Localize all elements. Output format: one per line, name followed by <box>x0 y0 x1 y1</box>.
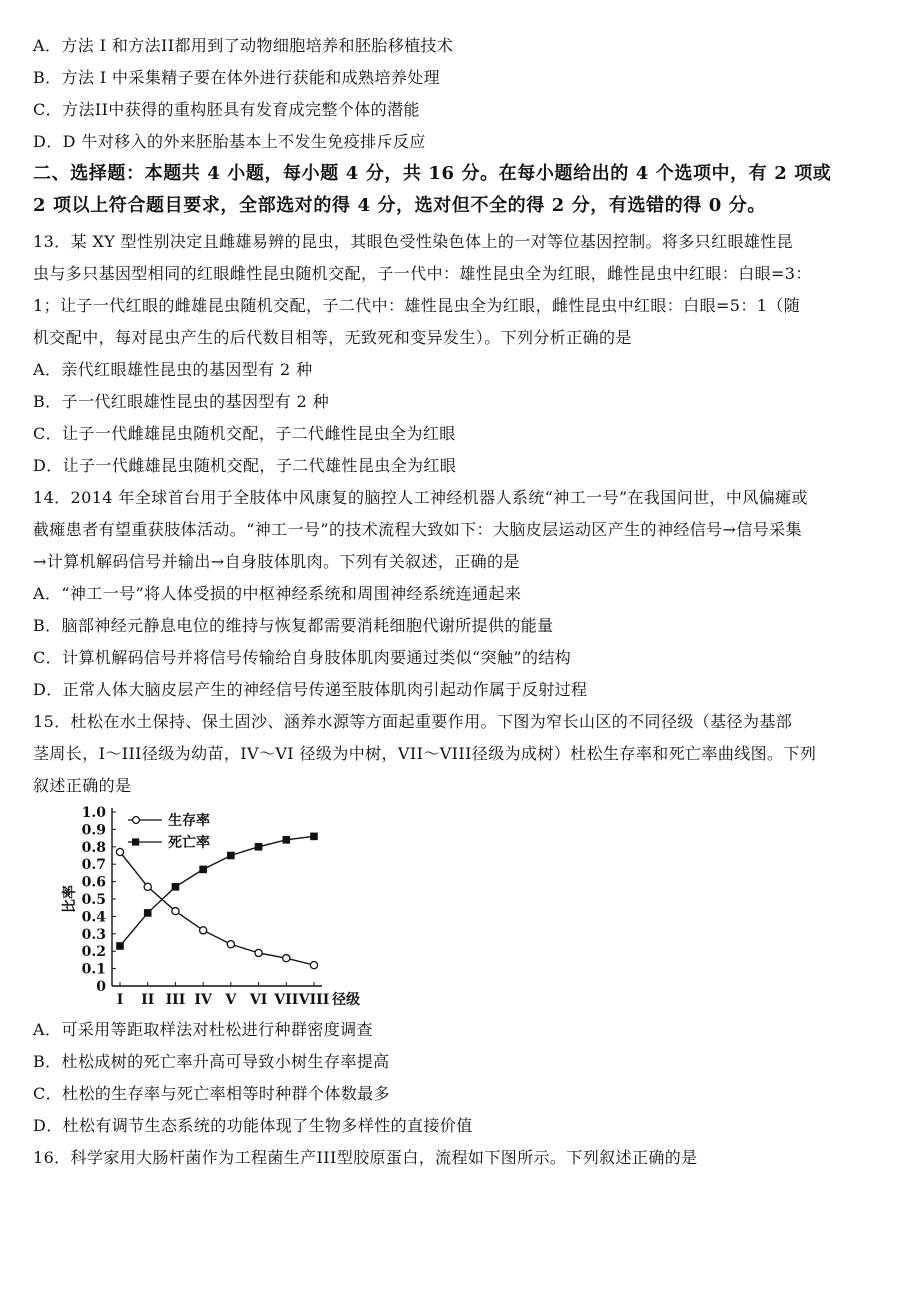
data-point-mortality <box>144 909 152 917</box>
y-tick-label: 0 <box>96 979 106 995</box>
legend-label: 死亡率 <box>168 835 210 851</box>
x-tick-label: VI <box>249 992 268 1008</box>
q15-stem-line3: 叙述正确的是 <box>33 776 132 795</box>
survival-mortality-chart <box>60 800 380 1010</box>
y-tick-label: 0.6 <box>81 874 106 891</box>
legend-label: 生存率 <box>168 813 210 829</box>
q12-option-b: B．方法 I 中采集精子要在体外进行获能和成熟培养处理 <box>33 68 441 87</box>
q14-stem-line3: →计算机解码信号并输出→自身肢体肌肉。下列有关叙述，正确的是 <box>33 552 520 571</box>
y-tick-label: 0.3 <box>81 926 106 943</box>
data-point-mortality <box>227 852 235 860</box>
q15-option-a: A．可采用等距取样法对杜松进行种群密度调查 <box>33 1020 373 1039</box>
q14-stem-line1: 14．2014 年全球首台用于全肢体中风康复的脑控人工神经机器人系统“神工一号”在我国问世，中风偏瘫或 <box>33 488 808 507</box>
q13-stem-line2: 虫与多只基因型相同的红眼雌性昆虫随机交配，子一代中：雄性昆虫全为红眼，雌性昆虫中红眼：白眼=3： <box>33 264 812 283</box>
q15-option-c: C．杜松的生存率与死亡率相等时种群个体数最多 <box>33 1084 391 1103</box>
data-point-mortality <box>116 942 124 950</box>
q14-option-a: A．“神工一号”将人体受损的中枢神经系统和周围神经系统连通起来 <box>33 584 522 603</box>
q14-option-b: B．脑部神经元静息电位的维持与恢复都需要消耗细胞代谢所提供的能量 <box>33 616 554 635</box>
q16-stem-line1: 16．科学家用大肠杆菌作为工程菌生产III型胶原蛋白，流程如下图所示。下列叙述正确的是 <box>33 1148 698 1167</box>
y-tick-label: 0.1 <box>81 961 106 978</box>
q14-option-c: C．计算机解码信号并将信号传输给自身肢体肌肉要通过类似“突触”的结构 <box>33 648 572 667</box>
data-point-mortality <box>310 833 318 841</box>
q15-stem-line1: 15．杜松在水土保持、保土固沙、涵养水源等方面起重要作用。下图为窄长山区的不同径级（基径为基部 <box>33 712 793 731</box>
q12-option-c: C．方法II中获得的重构胚具有发育成完整个体的潜能 <box>33 100 420 119</box>
data-point-survival <box>283 955 290 962</box>
q15-option-b: B．杜松成树的死亡率升高可导致小树生存率提高 <box>33 1052 390 1071</box>
data-point-survival <box>310 962 317 969</box>
q15-stem-line2: 茎周长，I～III径级为幼苗，IV～VI 径级为中树，VII～VIII径级为成树）杜松生存率和死亡率曲线图。下列 <box>33 744 817 763</box>
x-tick-label: V <box>225 992 237 1008</box>
q14-option-d: D．正常人体大脑皮层产生的神经信号传递至肢体肌肉引起动作属于反射过程 <box>33 680 588 699</box>
x-tick-label: II <box>141 992 155 1008</box>
x-tick-label: I <box>116 992 124 1008</box>
q13-option-c: C．让子一代雌雄昆虫随机交配，子二代雌性昆虫全为红眼 <box>33 424 456 443</box>
q13-stem-line3: 1；让子一代红眼的雌雄昆虫随机交配，子二代中：雄性昆虫全为红眼，雌性昆虫中红眼：白眼=5：1（随 <box>33 296 801 315</box>
data-point-mortality <box>282 836 290 844</box>
q13-option-b: B．子一代红眼雄性昆虫的基因型有 2 种 <box>33 392 330 411</box>
x-axis-label: 径级 <box>332 992 360 1008</box>
y-tick-label: 0.9 <box>81 822 106 839</box>
y-tick-label: 0.5 <box>81 892 106 908</box>
q12-option-d: D．D 牛对移入的外来胚胎基本上不发生免疫排斥反应 <box>33 132 426 151</box>
q14-stem-line2: 截瘫患者有望重获肢体活动。“神工一号”的技术流程大致如下：大脑皮层运动区产生的神经信号→信号采集 <box>33 520 802 539</box>
data-point-survival <box>227 941 234 948</box>
q15-option-d: D．杜松有调节生态系统的功能体现了生物多样性的直接价值 <box>33 1116 473 1135</box>
series-line <box>120 836 314 946</box>
x-tick-label: IV <box>194 992 212 1008</box>
y-tick-label: 0.7 <box>81 857 106 874</box>
y-tick-label: 1.0 <box>81 805 106 821</box>
data-point-survival <box>116 848 123 855</box>
y-tick-label: 0.4 <box>81 909 106 926</box>
data-point-mortality <box>199 866 207 874</box>
legend-marker-circle <box>133 817 140 824</box>
data-point-survival <box>200 927 207 934</box>
data-point-survival <box>255 949 262 956</box>
data-point-survival <box>172 908 179 915</box>
q13-option-d: D．让子一代雌雄昆虫随机交配，子二代雄性昆虫全为红眼 <box>33 456 457 475</box>
chart-legend <box>128 812 210 851</box>
x-tick-label: VIII <box>298 992 330 1008</box>
y-tick-label: 0.2 <box>81 944 106 961</box>
x-tick-label: III <box>165 992 186 1008</box>
data-point-survival <box>144 883 151 890</box>
data-point-mortality <box>255 843 263 851</box>
section-heading-line2: 2 项以上符合题目要求，全部选对的得 4 分，选对但不全的得 2 分，有选错的得 0 分。 <box>33 195 766 216</box>
x-tick-label: VII <box>274 992 299 1008</box>
q13-stem-line4: 机交配中，每对昆虫产生的后代数目相等，无致死和变异发生）。下列分析正确的是 <box>33 328 632 347</box>
q12-option-a: A．方法 I 和方法II都用到了动物细胞培养和胚胎移植技术 <box>33 36 454 55</box>
series-line <box>120 852 314 965</box>
y-axis-label: 比率 <box>62 885 78 913</box>
data-point-mortality <box>172 883 180 891</box>
q13-stem-line1: 13．某 XY 型性别决定且雌雄易辨的昆虫，其眼色受性染色体上的一对等位基因控制。将多只红眼雄性昆 <box>33 232 794 251</box>
y-tick-label: 0.8 <box>81 839 106 856</box>
q13-option-a: A．亲代红眼雄性昆虫的基因型有 2 种 <box>33 360 313 379</box>
legend-marker-square <box>132 838 139 845</box>
chart-series <box>116 833 318 969</box>
section-heading-line1: 二、选择题：本题共 4 小题，每小题 4 分，共 16 分。在每小题给出的 4 个选项中，有 2 项或 <box>33 163 832 184</box>
